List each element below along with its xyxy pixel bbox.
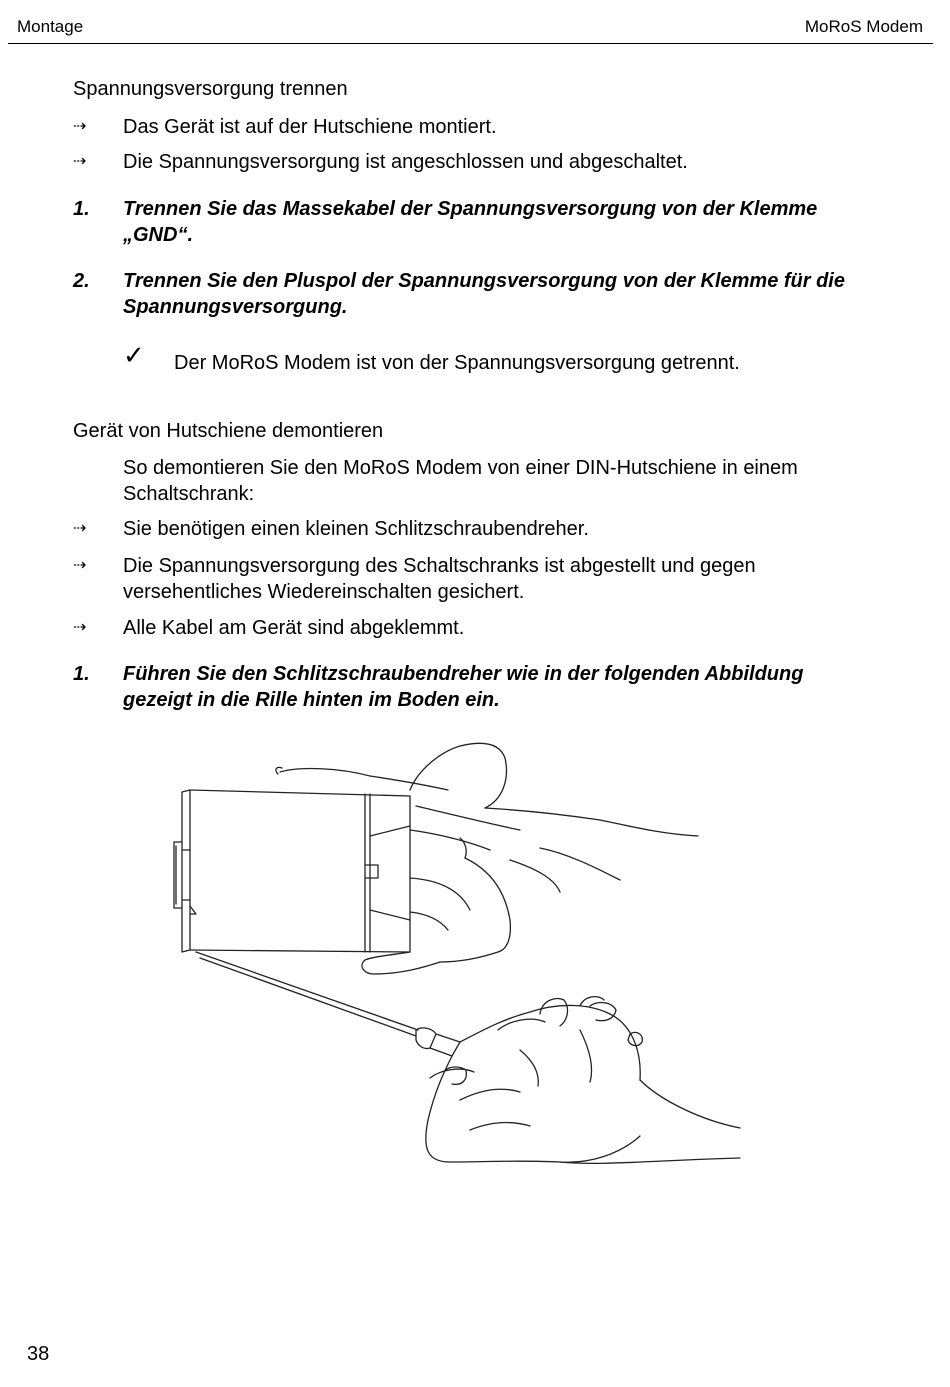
arrow-right-icon: ⇢: [73, 118, 87, 135]
section-heading-dismount: Gerät von Hutschiene demontieren: [73, 420, 384, 442]
dismount-illustration: [160, 730, 760, 1190]
arrow-right-icon: ⇢: [73, 557, 87, 574]
header-chapter: Montage: [17, 17, 84, 36]
device-housing: [174, 790, 410, 952]
arrow-right-icon: ⇢: [73, 619, 87, 636]
section-heading-power: Spannungsversorgung trennen: [73, 78, 348, 100]
lower-hand: [426, 997, 740, 1164]
intro-paragraph: So demontieren Sie den MoRoS Modem von einer DIN-Hutschiene in einem Schaltschrank:: [123, 457, 798, 505]
upper-hand: [276, 743, 698, 974]
header-product: MoRoS Modem: [804, 17, 923, 36]
page-header: [8, 17, 933, 44]
arrow-right-icon: ⇢: [73, 520, 87, 537]
page-number: 38: [27, 1343, 50, 1365]
checkmark-icon: ✓: [123, 340, 145, 370]
arrow-right-icon: ⇢: [73, 153, 87, 170]
